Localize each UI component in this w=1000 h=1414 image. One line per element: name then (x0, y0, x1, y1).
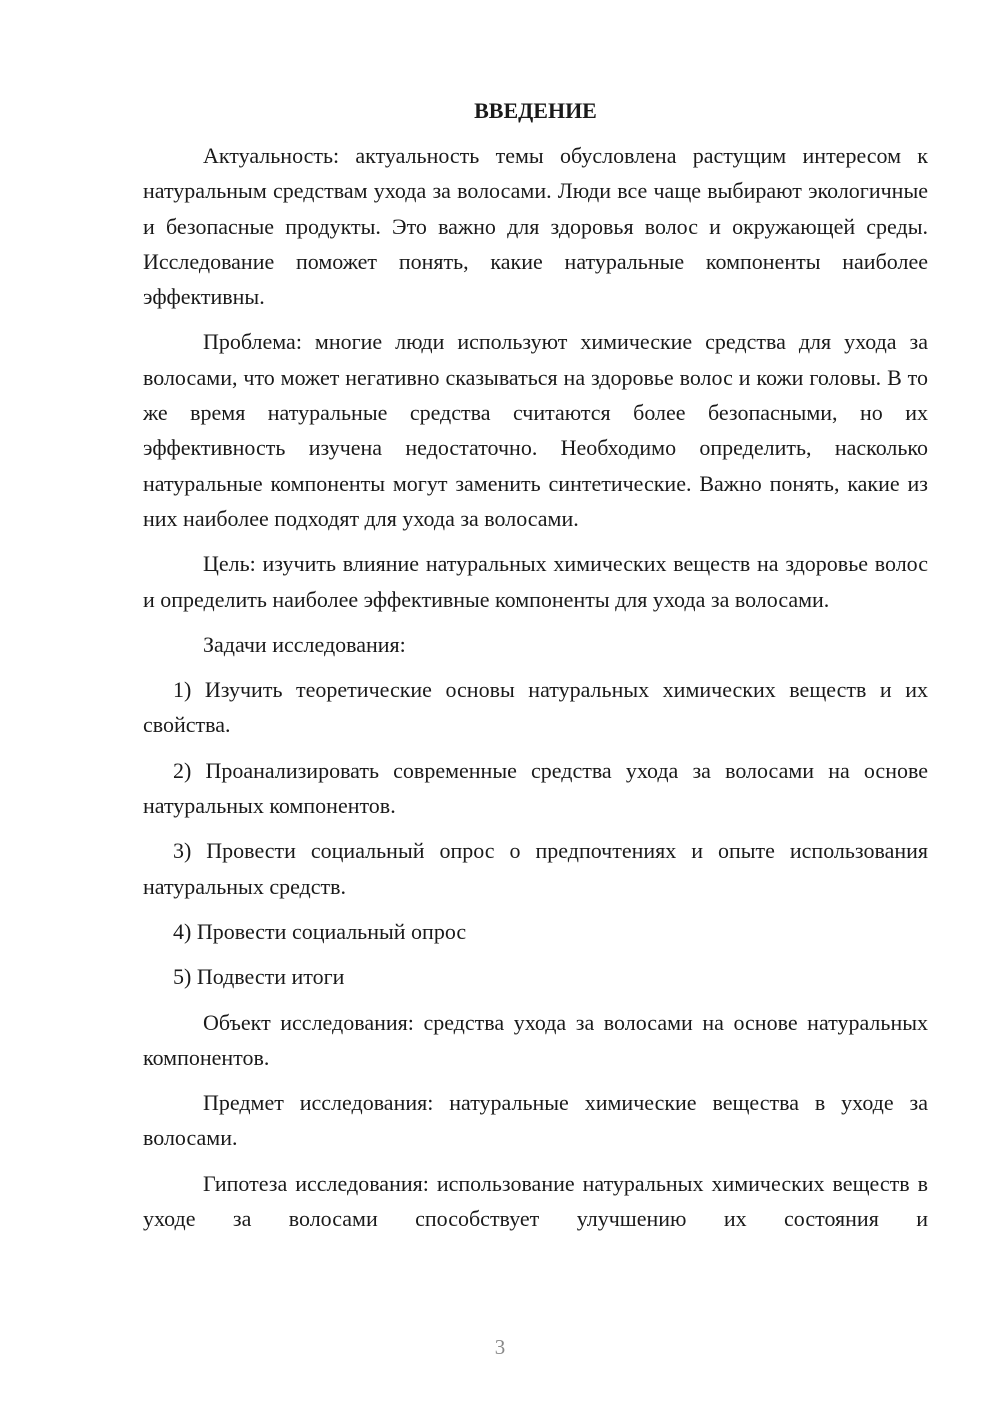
paragraph-tasks-heading: Задачи исследования: (203, 631, 406, 657)
paragraph-subject: Предмет исследования: натуральные химические вещества в уходе за волосами. (143, 1090, 928, 1151)
task-item-2: 2) Проанализировать современные средства ухода за волосами на основе натуральных компонентов. (143, 757, 928, 819)
paragraph-hypothesis: Гипотеза исследования: использование натуральных химических веществ в уходе за волосами способствует улучшению их состояния и (143, 1170, 928, 1232)
page-content (143, 93, 928, 1246)
paragraph-relevance: Актуальность: актуальность темы обусловлена растущим интересом к натуральным средствам ухода за волосами. Люди все чаще выбирают экологичные и безопасные продукты. Это важно для здоровья волос и окружающей среды. Исследование поможет понять, какие натуральные компоненты наиболее эффективны. (143, 143, 928, 310)
paragraph-goal: Цель: изучить влияние натуральных химических веществ на здоровье волос и определить наиболее эффективные компоненты для ухода за волосами. (143, 551, 928, 612)
paragraph-object: Объект исследования: средства ухода за волосами на основе натуральных компонентов. (143, 1009, 928, 1070)
task-item-1: 1) Изучить теоретические основы натуральных химических веществ и их свойства. (143, 677, 928, 738)
paragraph-problem: Проблема: многие люди используют химические средства для ухода за волосами, что может негативно сказываться на здоровье волос и кожи головы. В то же время натуральные средства считаются более безопасными, но их эффективность изучена недостаточно. Необходимо определить, насколько натуральные компоненты могут заменить синтетические. Важно понять, какие из них наиболее подходят для ухода за волосами. (143, 329, 928, 531)
section-title: ВВЕДЕНИЕ (474, 98, 597, 123)
page-number: 3 (494, 1335, 506, 1359)
task-item-5: 5) Подвести итоги (173, 964, 345, 990)
task-item-3: 3) Провести социальный опрос о предпочтениях и опыте использования натуральных средств. (143, 838, 928, 899)
task-item-4: 4) Провести социальный опрос (173, 918, 467, 944)
